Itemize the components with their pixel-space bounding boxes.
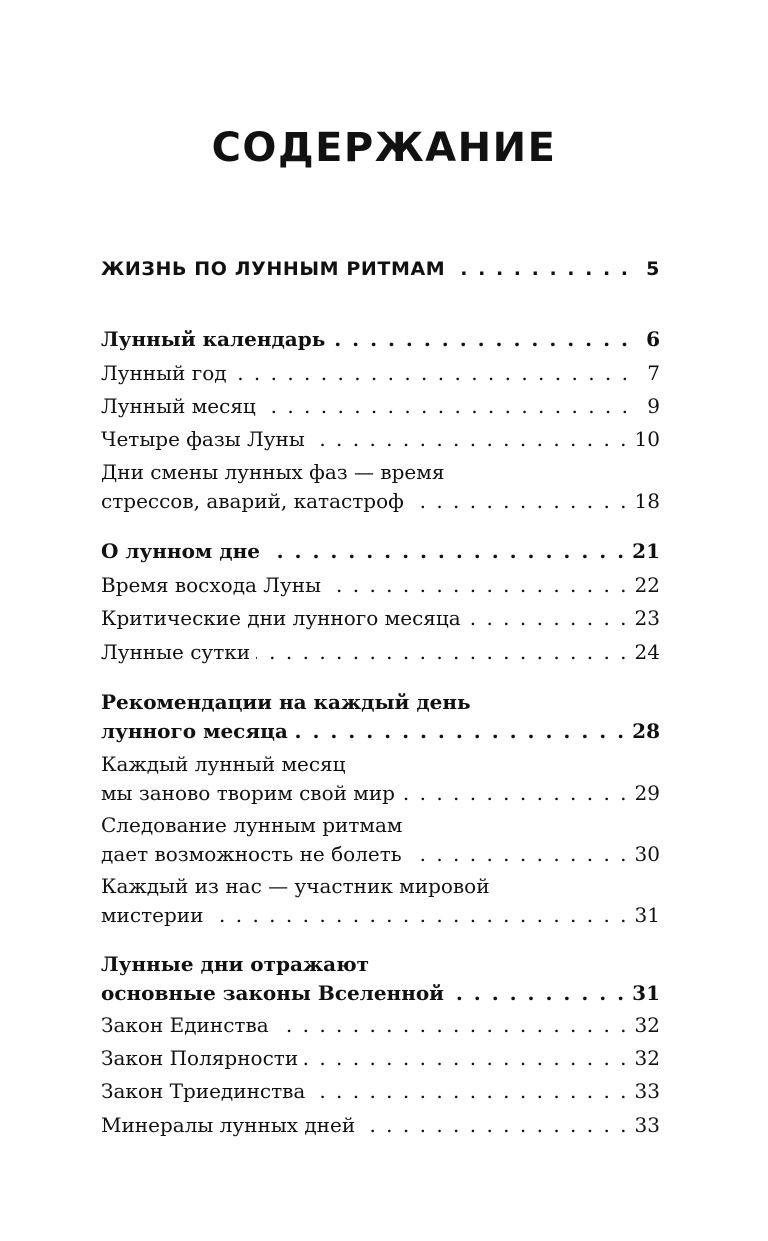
toc-entry-title: Закон Полярности (101, 1046, 299, 1070)
toc-entry[interactable] (101, 750, 660, 808)
toc-entry-page: 24 (634, 640, 660, 664)
toc-entry-title: Закон Единства (101, 1013, 269, 1037)
toc-entry-title: мы заново творим свой мир (101, 781, 395, 805)
dot-leader (275, 1011, 627, 1040)
dot-leader (266, 537, 624, 566)
toc-entry[interactable] (101, 571, 660, 600)
toc-entry-title: Четыре фазы Луны (101, 427, 305, 451)
toc-entry-page: 31 (632, 981, 660, 1005)
dot-leader (408, 840, 627, 869)
dot-leader (311, 425, 627, 454)
toc-entry-title: Время восхода Луны (101, 573, 321, 597)
dot-leader (451, 255, 628, 284)
toc-entry[interactable] (101, 425, 660, 454)
toc-entry[interactable] (101, 458, 660, 516)
toc-entry-title: Минералы лунных дней (101, 1113, 356, 1137)
toc-entry-section[interactable] (101, 325, 660, 354)
toc-entry-page: 21 (632, 539, 660, 563)
dot-leader (256, 638, 626, 667)
dot-leader (361, 1111, 626, 1140)
dot-leader (410, 487, 627, 516)
toc-entry-title-line: Следование лунным ритмам (101, 813, 403, 837)
toc-entry-page: 28 (632, 719, 660, 743)
toc-entry[interactable] (101, 1077, 660, 1106)
toc-entry-page: 5 (646, 258, 660, 280)
toc-entry-page: 18 (634, 489, 660, 513)
dot-leader (331, 325, 628, 354)
toc-entry[interactable] (101, 1111, 660, 1140)
toc-entry-title: Лунные сутки (101, 640, 251, 664)
toc-entry-title: стрессов, аварий, катастроф (101, 489, 404, 513)
toc-entry-title: ЖИЗНЬ ПО ЛУННЫМ РИТМАМ (101, 258, 446, 280)
dot-leader (311, 1077, 626, 1106)
dot-leader (262, 392, 628, 421)
toc-entry-title: Закон Триединства (101, 1079, 306, 1103)
toc-entry[interactable] (101, 811, 660, 869)
toc-entry-title-line: Каждый лунный месяц (101, 752, 346, 776)
toc-entry-title: основные законы Вселенной (101, 981, 445, 1005)
toc-entry-page: 9 (647, 394, 660, 418)
toc-entry-title: дает возможность не болеть (101, 842, 402, 866)
toc-entry-title: Лунный месяц (101, 394, 256, 418)
toc-entry-page: 7 (647, 361, 660, 385)
dot-leader (233, 359, 628, 388)
dot-leader (450, 979, 624, 1008)
dot-leader (304, 1044, 626, 1073)
toc-entry-title: Критические дни лунного месяца (101, 606, 461, 630)
toc-entry-title-line: Лунные дни отражают (101, 952, 369, 976)
toc-entry-page: 33 (634, 1079, 660, 1103)
dot-leader (209, 901, 626, 930)
toc-entry-page: 32 (634, 1013, 660, 1037)
toc-entry-page: 31 (634, 903, 660, 927)
toc-entry[interactable] (101, 392, 660, 421)
toc-entry-title: лунного месяца (101, 719, 288, 743)
toc-entry-title: Лунный год (101, 361, 227, 385)
toc-entry-section[interactable] (101, 950, 660, 1008)
toc-entry-part[interactable] (101, 255, 660, 284)
toc-entry[interactable] (101, 1011, 660, 1040)
page-title: СОДЕРЖАНИЕ (211, 125, 557, 171)
toc-entry-page: 6 (646, 327, 660, 351)
toc-entry-page: 22 (634, 573, 660, 597)
toc-entry-title-line: Рекомендации на каждый день (101, 690, 471, 714)
toc-entry[interactable] (101, 638, 660, 667)
dot-leader (327, 571, 627, 600)
toc-entry-page: 29 (634, 781, 660, 805)
toc-entry-title-line: Каждый из нас — участник мировой (101, 874, 490, 898)
toc-entry-page: 23 (634, 606, 660, 630)
toc-entry-title: Лунный календарь (101, 327, 326, 351)
toc-entry[interactable] (101, 1044, 660, 1073)
toc-entry-section[interactable] (101, 688, 660, 746)
toc-entry-title: мистерии (101, 903, 204, 927)
toc-entry-section[interactable] (101, 537, 660, 566)
toc-entry-page: 33 (634, 1113, 660, 1137)
toc-entry[interactable] (101, 359, 660, 388)
toc-entry[interactable] (101, 872, 660, 930)
toc-entry-page: 32 (634, 1046, 660, 1070)
dot-leader (467, 604, 627, 633)
dot-leader (294, 717, 624, 746)
toc-entry-page: 30 (634, 842, 660, 866)
toc-entry-title: О лунном дне (101, 539, 260, 563)
toc-entry[interactable] (101, 604, 660, 633)
toc-entry-title-line: Дни смены лунных фаз — время (101, 460, 445, 484)
toc-entry-page: 10 (634, 427, 660, 451)
dot-leader (401, 779, 627, 808)
